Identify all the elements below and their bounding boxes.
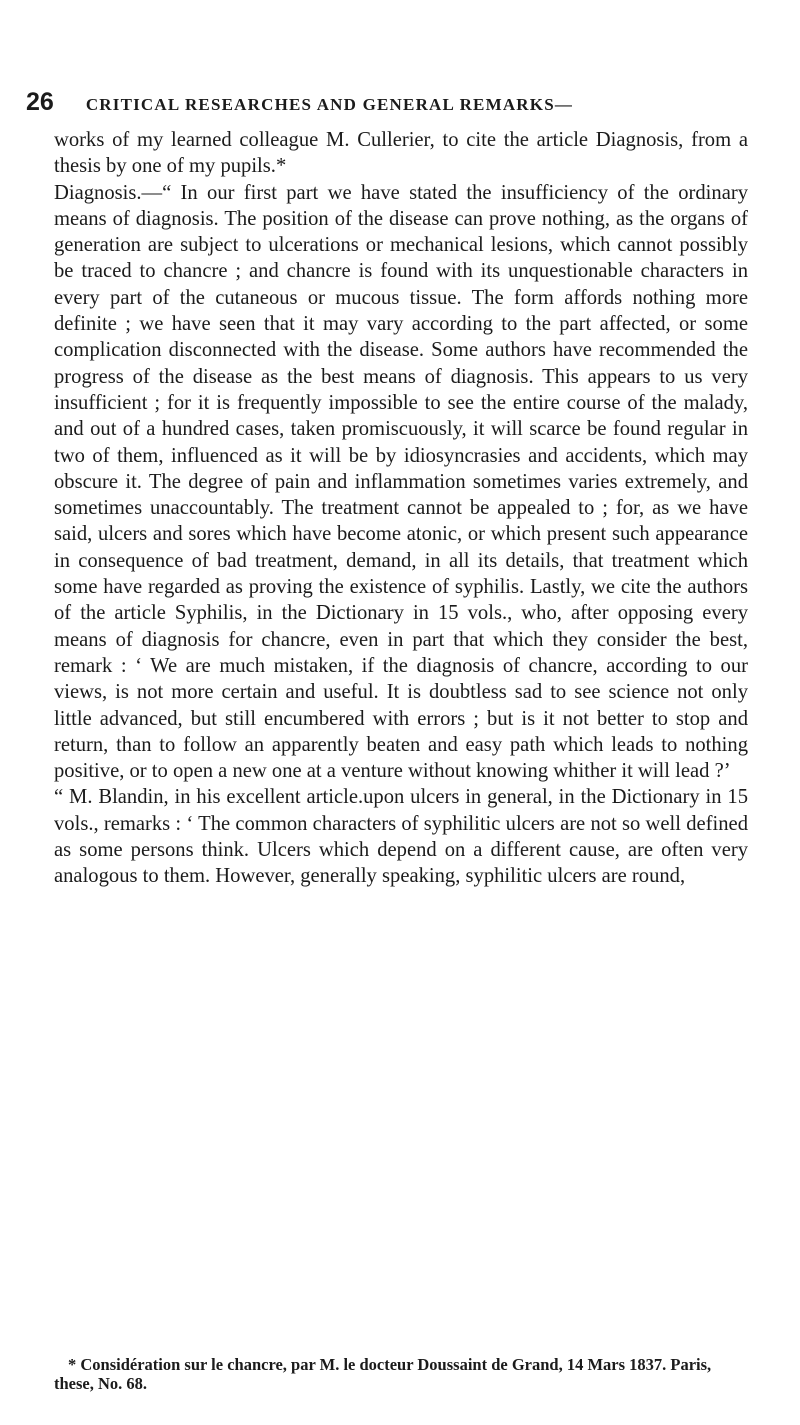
body-text <box>54 127 748 890</box>
footnote-text: * Considération sur le chancre, par M. le docteur Doussaint de Grand, 14 Mars 1837. Paris, these, No. 68. <box>54 1355 712 1393</box>
page-number: 26 <box>26 88 54 116</box>
paragraph: works of my learned colleague M. Cullerier, to cite the article Diagnosis, from a thesis by one of my pupils.* <box>54 129 748 178</box>
paragraph: Diagnosis.—“ In our first part we have stated the insufficiency of the ordinary means of diagnosis. The position of the disease can prove nothing, as the organs of generation are subject to ulcerations or mechanical lesions, which cannot possibly be traced to chancre ; and chancre is found with its unquestionable characters in every part of the cutaneous or mucous tissue. The form affords nothing more definite ; we have seen that it may vary according to the part affected, or some complication disconnected with the disease. Some authors have recommended the progress of the disease as the best means of diagnosis. This appears to us very insufficient ; for it is frequently impossible to see the entire course of the malady, and out of a hundred cases, taken promiscuously, it will scarce be found regular in two of them, influenced as it will be by idiosyncrasies and accidents, which may obscure it. The degree of pain and inflammation sometimes varies extremely, and sometimes unaccountably. The treatment cannot be appealed to ; for, as we have said, ulcers and sores which have become atonic, or which present such appearance in consequence of bad treatment, demand, in all its details, that treatment which some have regarded as proving the existence of syphilis. Lastly, we cite the authors of the article Syphilis, in the Dictionary in 15 vols., who, after opposing every means of diagnosis for chancre, even in part that which they consider the best, remark : ‘ We are much mistaken, if the diagnosis of chancre, according to our views, is not more certain and useful. It is doubtless sad to see science not only little advanced, but still encumbered with errors ; but is it not better to stop and return, than to follow an apparently beaten and easy path which leads to nothing positive, or to open a new one at a venture without knowing whither it will lead ?’ <box>54 181 748 783</box>
footnote <box>54 1355 748 1393</box>
page-header <box>26 88 573 117</box>
running-head: CRITICAL RESEARCHES AND GENERAL REMARKS— <box>85 95 574 114</box>
paragraph: “ M. Blandin, in his excellent article.upon ulcers in general, in the Dictionary in 15 vols., remarks : ‘ The common characters of syphilitic ulcers are not so well defined as some persons think. Ulcers which depend on a different cause, are often very analogous to them. However, generally speaking, syphilitic ulcers are round, <box>54 786 748 888</box>
